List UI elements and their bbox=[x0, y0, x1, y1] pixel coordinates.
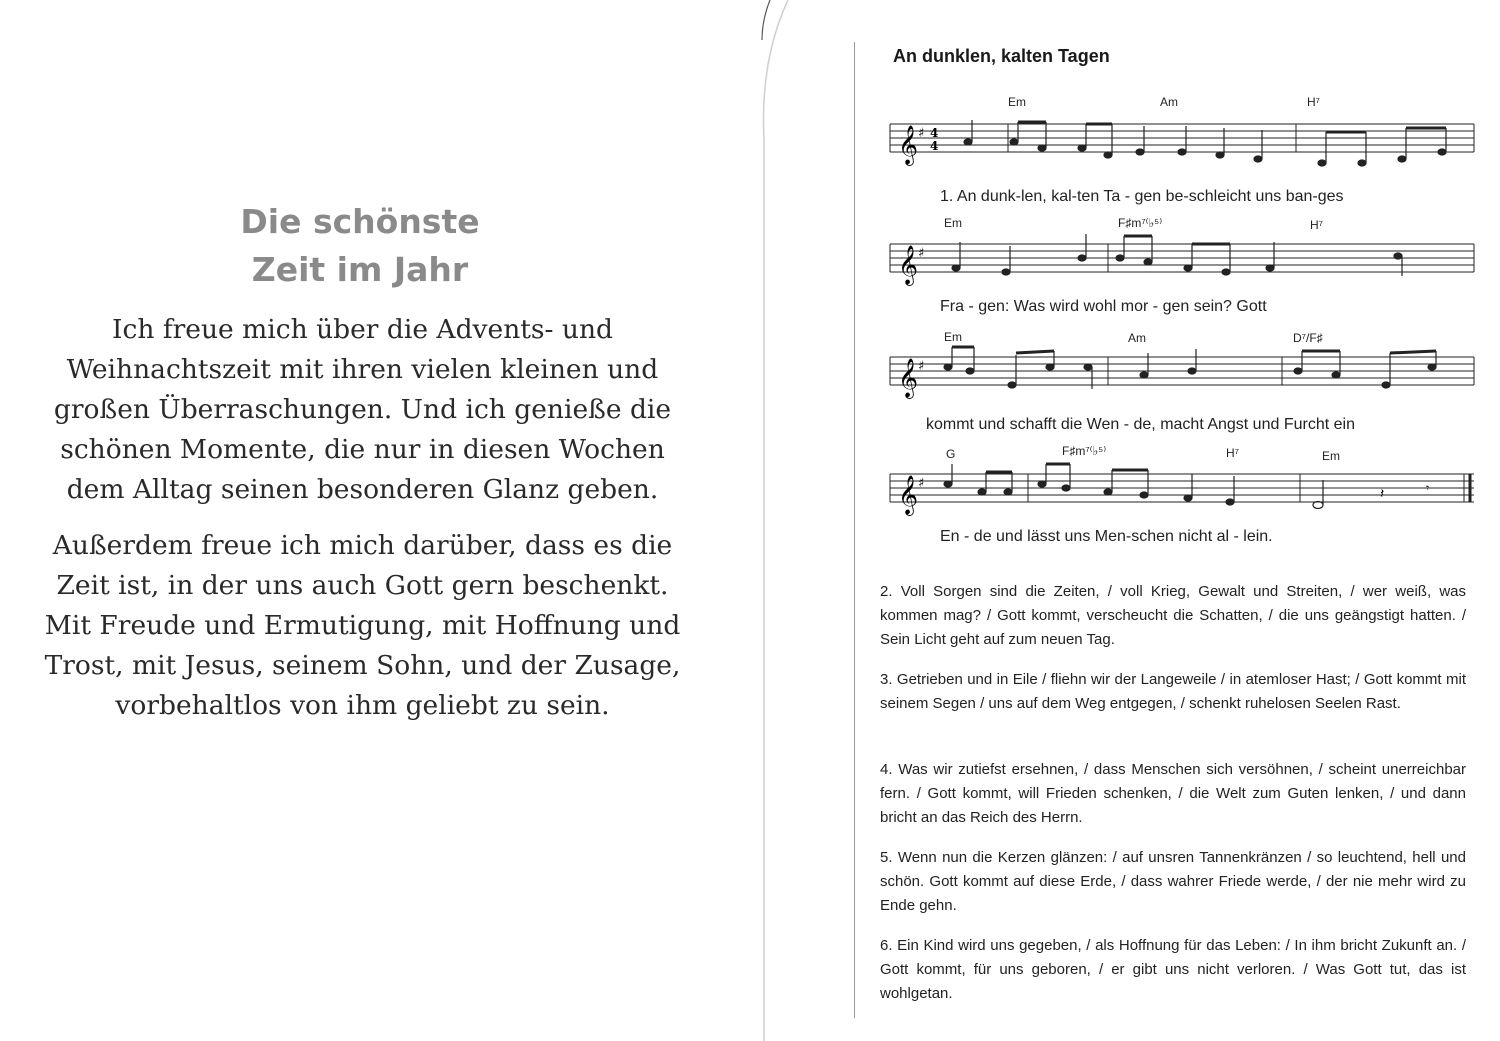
column-rule bbox=[854, 42, 855, 1018]
lyric-line: 1. An dunk-len, kal-ten Ta - gen be-schleicht uns ban-ges bbox=[940, 188, 1344, 205]
chord-symbol: F♯m⁷⁽♭⁵⁾ bbox=[1062, 444, 1107, 458]
chord-symbol: H⁷ bbox=[1307, 95, 1321, 109]
lyric-line: Fra - gen: Was wird wohl mor - gen sein? Gott bbox=[940, 298, 1267, 315]
treble-clef-icon: 𝄞 bbox=[898, 358, 919, 398]
verse-5: 5. Wenn nun die Kerzen glänzen: / auf unsren Tannenkränzen / so leuchtend, hell und schön. Gott kommt auf diese Erde, / dass wahrer Friede werde, / der nie mehr wird zu Ende gehn. bbox=[880, 849, 1466, 914]
chord-symbol: Am bbox=[1160, 95, 1178, 109]
music-staff bbox=[886, 232, 1476, 302]
verse-2: 2. Voll Sorgen sind die Zeiten, / voll Krieg, Gewalt und Streiten, / wer weiß, was kommen mag? / Gott kommt, verscheucht die Schatten, / die uns geängstigt hatten. / Sein Licht geht auf zum neuen Tag. bbox=[880, 583, 1466, 648]
verse-3: 3. Getrieben und in Eile / fliehn wir der Langeweile / in atemloser Hast; / Gott kommt mit seinem Segen / uns auf dem Weg entgegen, / schenkt ruhelosen Seelen Rast. bbox=[880, 671, 1466, 712]
title-line-1: Die schönste bbox=[240, 202, 480, 241]
chord-symbol: H⁷ bbox=[1310, 218, 1324, 232]
song-title: An dunklen, kalten Tagen bbox=[893, 46, 1110, 66]
chord-symbol: H⁷ bbox=[1226, 446, 1240, 460]
lyric-line: En - de und lässt uns Men-schen nicht al - lein. bbox=[940, 528, 1273, 545]
treble-clef-icon: 𝄞 bbox=[898, 245, 919, 285]
intro-paragraph-1: Ich freue mich über die Advents- und Weihnachtszeit mit ihren vielen kleinen und großen Überraschungen. Und ich genieße die schönen Momente, die nur in diesen Wochen dem Alltag seinen besonderen Glanz geben. bbox=[53, 314, 672, 505]
verse-6: 6. Ein Kind wird uns gegeben, / als Hoffnung für das Leben: / In ihm bricht Zukunft an. / Gott kommt, für uns geboren, / er gibt uns nicht verloren. / Was Gott tut, das ist wohlgetan. bbox=[880, 937, 1466, 1002]
lyric-line: kommt und schafft die Wen - de, macht Angst und Furcht ein bbox=[926, 416, 1355, 433]
page-fold-shadow bbox=[760, 0, 880, 1041]
svg-text:𝄾: 𝄾 bbox=[1426, 481, 1430, 495]
chord-symbol: Em bbox=[1008, 95, 1026, 109]
title-line-2: Zeit im Jahr bbox=[251, 250, 469, 289]
chord-symbol: Em bbox=[1322, 449, 1340, 463]
svg-text:♯: ♯ bbox=[918, 359, 925, 374]
svg-text:♯: ♯ bbox=[918, 476, 925, 491]
svg-text:4: 4 bbox=[930, 139, 939, 153]
chord-symbol: F♯m⁷⁽♭⁵⁾ bbox=[1118, 216, 1163, 230]
page-title bbox=[60, 198, 660, 294]
svg-text:4: 4 bbox=[930, 126, 939, 140]
treble-clef-icon: 𝄞 bbox=[898, 475, 919, 515]
chord-symbol: G bbox=[946, 447, 956, 461]
chord-symbol: Em bbox=[944, 216, 962, 230]
chord-symbol: D⁷/F♯ bbox=[1293, 331, 1323, 345]
svg-text:♯: ♯ bbox=[918, 246, 925, 261]
music-staff bbox=[886, 345, 1476, 415]
treble-clef-icon: 𝄞 bbox=[898, 125, 919, 165]
chord-symbol: Em bbox=[944, 330, 962, 344]
music-staff bbox=[886, 112, 1476, 182]
music-staff bbox=[886, 462, 1476, 532]
svg-text:♯: ♯ bbox=[918, 126, 925, 141]
intro-paragraph-2: Außerdem freue ich mich darüber, dass es die Zeit ist, in der uns auch Gott gern beschenkt. Mit Freude und Ermutigung, mit Hoffnung und Trost, mit Jesus, seinem Sohn, und der Zusage, vorbehaltlos von ihm geliebt zu sein. bbox=[44, 530, 681, 721]
verse-4: 4. Was wir zutiefst ersehnen, / dass Menschen sich versöhnen, / scheint unerreichbar fern. / Gott kommt, will Frieden schenken, / die Welt zum Guten lenken, / und dann bricht an das Reich des Herrn. bbox=[880, 761, 1466, 826]
chord-symbol: Am bbox=[1128, 331, 1146, 345]
svg-text:𝄽: 𝄽 bbox=[1380, 486, 1385, 502]
